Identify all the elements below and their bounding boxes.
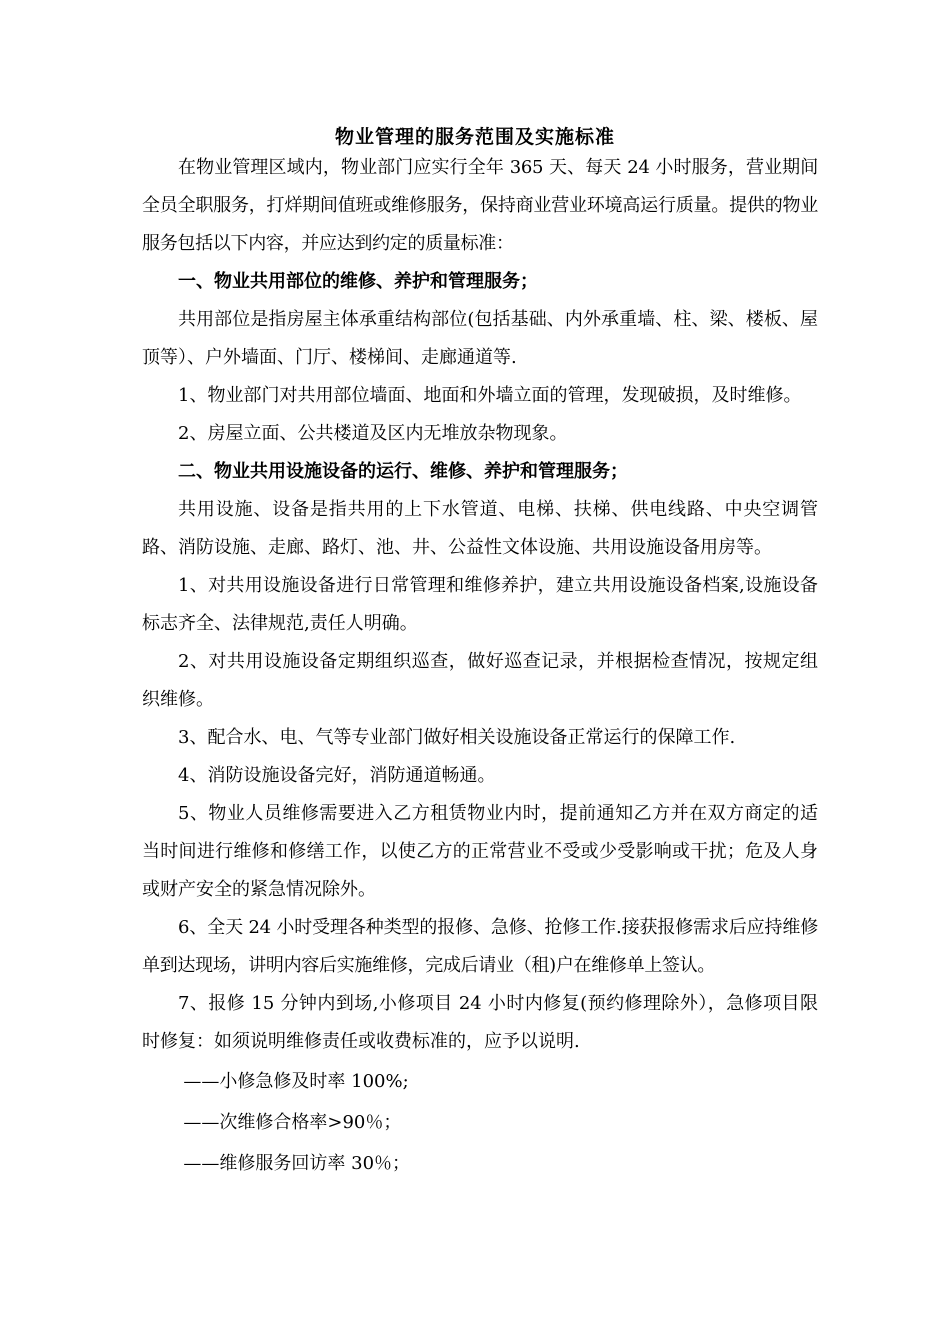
document-body [142,149,818,1184]
metric-line: ——小修急修及时率 100%; [183,1071,409,1092]
list-item: 1、对共用设施设备进行日常管理和维修养护，建立共用设施设备档案,设施设备标志齐全、法律规范,责任人明确。 [142,575,818,634]
list-item: 6、全天 24 小时受理各种类型的报修、急修、抢修工作.接获报修需求后应持维修单到达现场，讲明内容后实施维修，完成后请业（租)户在维修单上签认。 [142,917,818,976]
document-title: 物业管理的服务范围及实施标准 [334,126,615,148]
list-item: 7、报修 15 分钟内到场,小修项目 24 小时内修复(预约修理除外），急修项目限时修复：如须说明维修责任或收费标准的，应予以说明. [142,993,818,1052]
list-item: 2、对共用设施设备定期组织巡查，做好巡查记录，并根据检查情况，按规定组织维修。 [142,651,818,710]
list-item: 5、物业人员维修需要进入乙方租赁物业内时，提前通知乙方并在双方商定的适当时间进行维修和修缮工作，以使乙方的正常营业不受或少受影响或干扰；危及人身或财产安全的紧急情况除外。 [142,803,818,900]
paragraph: 共用设施、设备是指共用的上下水管道、电梯、扶梯、供电线路、中央空调管路、消防设施、走廊、路灯、池、井、公益性文体设施、共用设施设备用房等。 [142,499,818,558]
list-item: 3、配合水、电、气等专业部门做好相关设施设备正常运行的保障工作. [178,727,736,748]
section-heading-2: 二、物业共用设施设备的运行、维修、养护和管理服务； [178,461,628,482]
list-item: 4、消防设施设备完好，消防通道畅通。 [178,765,496,786]
metric-line: ——次维修合格率>90％； [183,1112,402,1133]
list-item: 2、房屋立面、公共楼道及区内无堆放杂物现象。 [178,423,568,444]
metric-line: ——维修服务回访率 30％； [183,1153,411,1174]
paragraph: 共用部位是指房屋主体承重结构部位(包括基础、内外承重墙、柱、梁、楼板、屋顶等）、户外墙面、门厅、楼梯间、走廊通道等. [142,309,818,368]
section-heading-1: 一、物业共用部位的维修、养护和管理服务； [178,271,538,292]
list-item: 1、物业部门对共用部位墙面、地面和外墙立面的管理，发现破损，及时维修。 [178,385,802,406]
intro-paragraph: 在物业管理区域内，物业部门应实行全年 365 天、每天 24 小时服务，营业期间全员全职服务，打烊期间值班或维修服务，保持商业营业环境高运行质量。提供的物业服务包括以下内容，并应达到约定的质量标准： [142,157,818,254]
